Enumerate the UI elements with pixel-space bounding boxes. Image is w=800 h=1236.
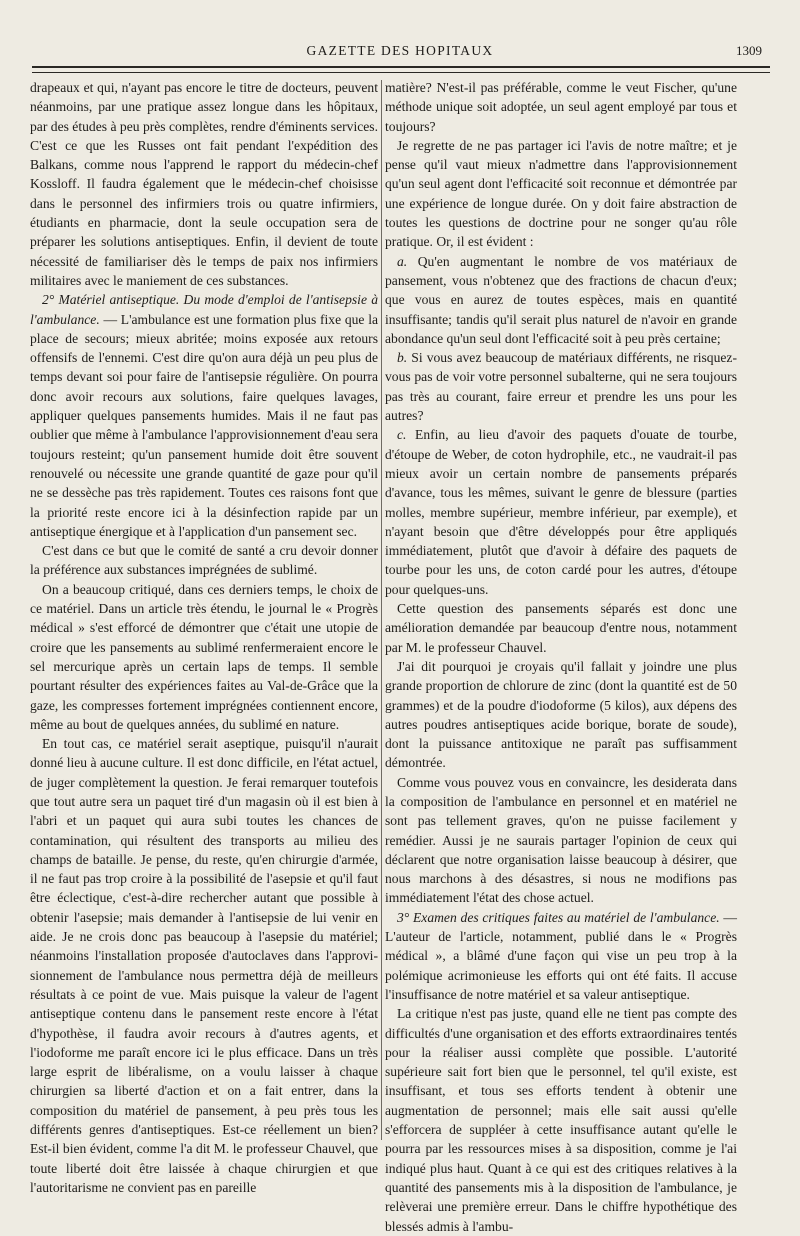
- header-rule-thick: [32, 66, 770, 68]
- paragraph: [30, 541, 378, 580]
- paragraph-text: La critique n'est pas juste, quand elle ne tient pas compte des difficultés d'une organisation et des efforts extraordinaires tentés pour la réaliser aussi complète que possible. L'autorité supérieure sait fort bien que le personnel, tel qu'il existe, est insuffisant, et tous ses efforts tendent à obtenir une augmentation de personnel; mais elle sait aussi qu'elle s'efforcera de suppléer à cette insuffisance autant qu'elle le pourra par les ressources mises à sa disposition, comme je l'ai indiqué plus haut. Quant à ce qui est des critiques relatives à la quantité des pansements mis à la disposition de l'ambulance, je relèverai une première erreur. Dans le chiffre hypothétique des blessés admis à l'ambu-: [385, 1006, 737, 1234]
- paragraph-text: Si vous avez beaucoup de matériaux différents, ne risquez-vous pas de voir votre personnel subalterne, qui ne sera toujours pas très au courant, faire erreur et prendre les uns pour les autres?: [385, 350, 737, 424]
- paragraph-text: — L'auteur de l'article, notamment, publié dans le « Progrès médical », a blâmé d'une façon qui vise un peu trop à la polémique acrimonieuse les efforts qui ont été faits. Il accuse l'insuffisance de notre matériel et sa valeur antiseptique.: [385, 909, 737, 1002]
- paragraph-text: Je regrette de ne pas partager ici l'avis de notre maître; et je pense qu'il vaut mieux n'admettre dans l'approvisionnement qu'un seul agent dont l'efficacité soit reconnue et démontrée par une expérience de longue durée. On y doit faire abstraction de toutes les questions de doctrine pour ne songer qu'au rôle pratique. Or, il est évident :: [385, 137, 737, 250]
- section-paragraph: [30, 290, 378, 541]
- paragraph: [385, 773, 737, 908]
- section-heading: 2° Matériel antiseptique. Du mode d'emploi de l'antisepsie à l'ambulance.: [30, 292, 378, 327]
- paragraph: [385, 78, 737, 136]
- paragraph: [385, 657, 737, 773]
- running-header: [30, 40, 770, 62]
- section-paragraph: [385, 908, 737, 1004]
- list-item: [385, 425, 737, 599]
- item-label: a.: [397, 253, 408, 269]
- left-column: [30, 78, 378, 1195]
- journal-title: GAZETTE DES HOPITAUX: [306, 43, 494, 58]
- list-item: [385, 252, 737, 348]
- paragraph: [385, 136, 737, 252]
- paragraph-text: C'est dans ce but que le comité de santé a cru devoir donner la préférence aux substances imprégnées de sublimé.: [30, 543, 378, 578]
- paragraph: [30, 580, 378, 734]
- section-heading: 3° Examen des critiques faites au matériel de l'ambulance.: [397, 909, 720, 925]
- paragraph-text: matière? N'est-il pas préférable, comme le veut Fischer, qu'une méthode unique soit adoptée, un seul agent employé par tous et toujours?: [385, 80, 737, 134]
- paragraph-text: Comme vous pouvez vous en convaincre, les desiderata dans la composition de l'ambulance en personnel et en matériel ne sont pas tellement graves, qu'on ne puisse facilement y remédier. Aussi je ne saurais partager l'opinion de ceux qui déclarent que notre organisation laisse beaucoup à désirer, que nous marchons à des désastres, si nous ne modifions pas immédiatement l'état des chose actuel.: [385, 774, 737, 906]
- paragraph-text: Qu'en augmentant le nombre de vos matériaux de pansement, vous n'obtenez que des fractions de chacun d'eux; que vous en aurez de toutes espèces, mais en quantité insuffisante; tandis qu'il serait plus naturel de n'avoir en grande abondance qu'un seul dont l'efficacité soit à peu près certaine;: [385, 253, 737, 346]
- paragraph: [30, 734, 378, 1197]
- paragraph-text: Cette question des pansements séparés est donc une amélioration demandée par beaucoup d'entre nous, notamment par M. le professeur Chauvel.: [385, 601, 737, 655]
- column-divider: [381, 80, 382, 1140]
- paragraph-text: On a beaucoup critiqué, dans ces derniers temps, le choix de ce matériel. Dans un article très étendu, le journal le « Progrès médical » s'est efforcé de démontrer que c'était une utopie de croire que les pansements au sublimé renfermeraient encore le sel mercurique après un certain laps de temps. Il semble pourtant résulter des expériences faites au Val-de-Grâce que la gaze, les compresses fortement imprégnées contiennent encore, même au bout de quelques années, du sublimé en nature.: [30, 581, 378, 732]
- paragraph: [385, 599, 737, 657]
- item-label: b.: [397, 350, 408, 366]
- paragraph-text: drapeaux et qui, n'ayant pas encore le titre de docteurs, peuvent néanmoins, par une pratique assez longue dans les hôpitaux, par des études à peu près complètes, rendre d'éminents services. C'est ce que les Russes ont fait pendant l'expédition des Balkans, comme nous l'apprend le rapport du médecin-chef Kossloff. Il faudra également que le médecin-chef choisisse dans le personnel des infirmiers trois ou quatre infirmiers, étudiants en pharmacie, dont la seule occupation sera de préparer les solutions antiseptiques. Enfin, il devient de toute nécessité de familiariser dès le temps de paix nos infirmiers militaires avec le maniement de ces substances.: [30, 80, 378, 288]
- paragraph-text: En tout cas, ce matériel serait aseptique, puisqu'il n'aurait donné lieu à aucune culture. Il est donc difficile, en l'état actuel, de juger complètement la question. Je ferai remarquer toutefois que tout autre sera un paquet tiré d'un magasin où il est bien à l'abri et un paquet qui aura subi toutes les chances de contamination, qui résultent des transports au milieu des champs de bataille. Je pense, du reste, qu'en chirurgie d'armée, il ne faut pas trop croire à la possibilité de l'asepsie et qu'il faut être éclectique, c'est-à-dire rechercher autant que possible à obtenir l'asepsie; mais demander à l'antisepsie de lui venir en aide. Je ne crois donc pas beaucoup à l'asepsie du matériel; néanmoins l'installation proposée d'autoclaves dans l'approvisionnement de l'ambulance nous permettra déjà de meilleurs résultats à ce point de vue. Mais puisque la valeur de l'agent antiseptique contenu dans le pansement reste encore à l'état d'hypothèse, il faudra avoir recours à d'autres agents, et l'iodoforme me paraît encore ici le plus efficace. Dans un très large esprit de libéralisme, on a voulu laisser à chaque chirurgien sa liberté d'action et on a fait entrer, dans la composition du matériel de pansement, à peu près tous les différents genres d'antiseptiques. Est-ce réellement un bien? Est-il bien évident, comme l'a dit M. le professeur Chauvel, que toute liberté doit être laissée à chaque chirurgien et que l'autoritarisme ne convient pas en pareille: [30, 736, 378, 1195]
- paragraph-text: — L'ambulance est une formation plus fixe que la place de secours; mieux abritée; moins exposée aux retours offensifs de l'ennemi. C'est dire qu'on aura déjà un peu plus de temps devant soi pour faire de l'antisepsie régulière. On pourra donc avoir recours aux solutions, faire quelques lavages, appliquer quelques pansements humides. Mais il ne faut pas oublier que même à l'ambulance l'approvisionnement d'eau sera toujours resteint; qu'un pansement humide doit être souvent renouvelé ou nécessite une grande quantité de gaze pour qu'il ne se dessèche pas très rapidement. Toutes ces raisons font que la priorité reste encore ici à la désinfection rapide par un antiseptique énergique et à l'application d'un pansement sec.: [30, 311, 378, 539]
- paragraph-text: Enfin, au lieu d'avoir des paquets d'ouate de tourbe, d'étoupe de Weber, de coton hydrophile, etc., ne vaudrait-il pas mieux avoir un certain nombre de pansements préparés d'avance, tous les mêmes, suivant le genre de blessure (parties molles, membre supérieur, membre inférieur, par exemple), et n'ayant besoin que d'être développés pour être appliqués immédiatement, plutôt que d'avoir à défaire des paquets de tourbe pour les uns, de coton cardé pour les autres, d'étoupe pour quelques-uns.: [385, 427, 737, 597]
- paragraph: [30, 78, 378, 290]
- page-number: 1309: [736, 43, 762, 58]
- list-item: [385, 348, 737, 425]
- right-column: [385, 78, 737, 1234]
- paragraph-text: J'ai dit pourquoi je croyais qu'il fallait y joindre une plus grande proportion de chlorure de zinc (dont la quantité est de 50 grammes) et de la poudre d'iodoforme (5 kilos), aux dépens des autres poudres antiseptiques acide borique, borate de soude), dont la puissance antitoxique ne paraît pas suffisamment démontrée.: [385, 658, 737, 771]
- header-rule-thin: [32, 72, 770, 73]
- paragraph: [385, 1004, 737, 1236]
- item-label: c.: [397, 427, 407, 443]
